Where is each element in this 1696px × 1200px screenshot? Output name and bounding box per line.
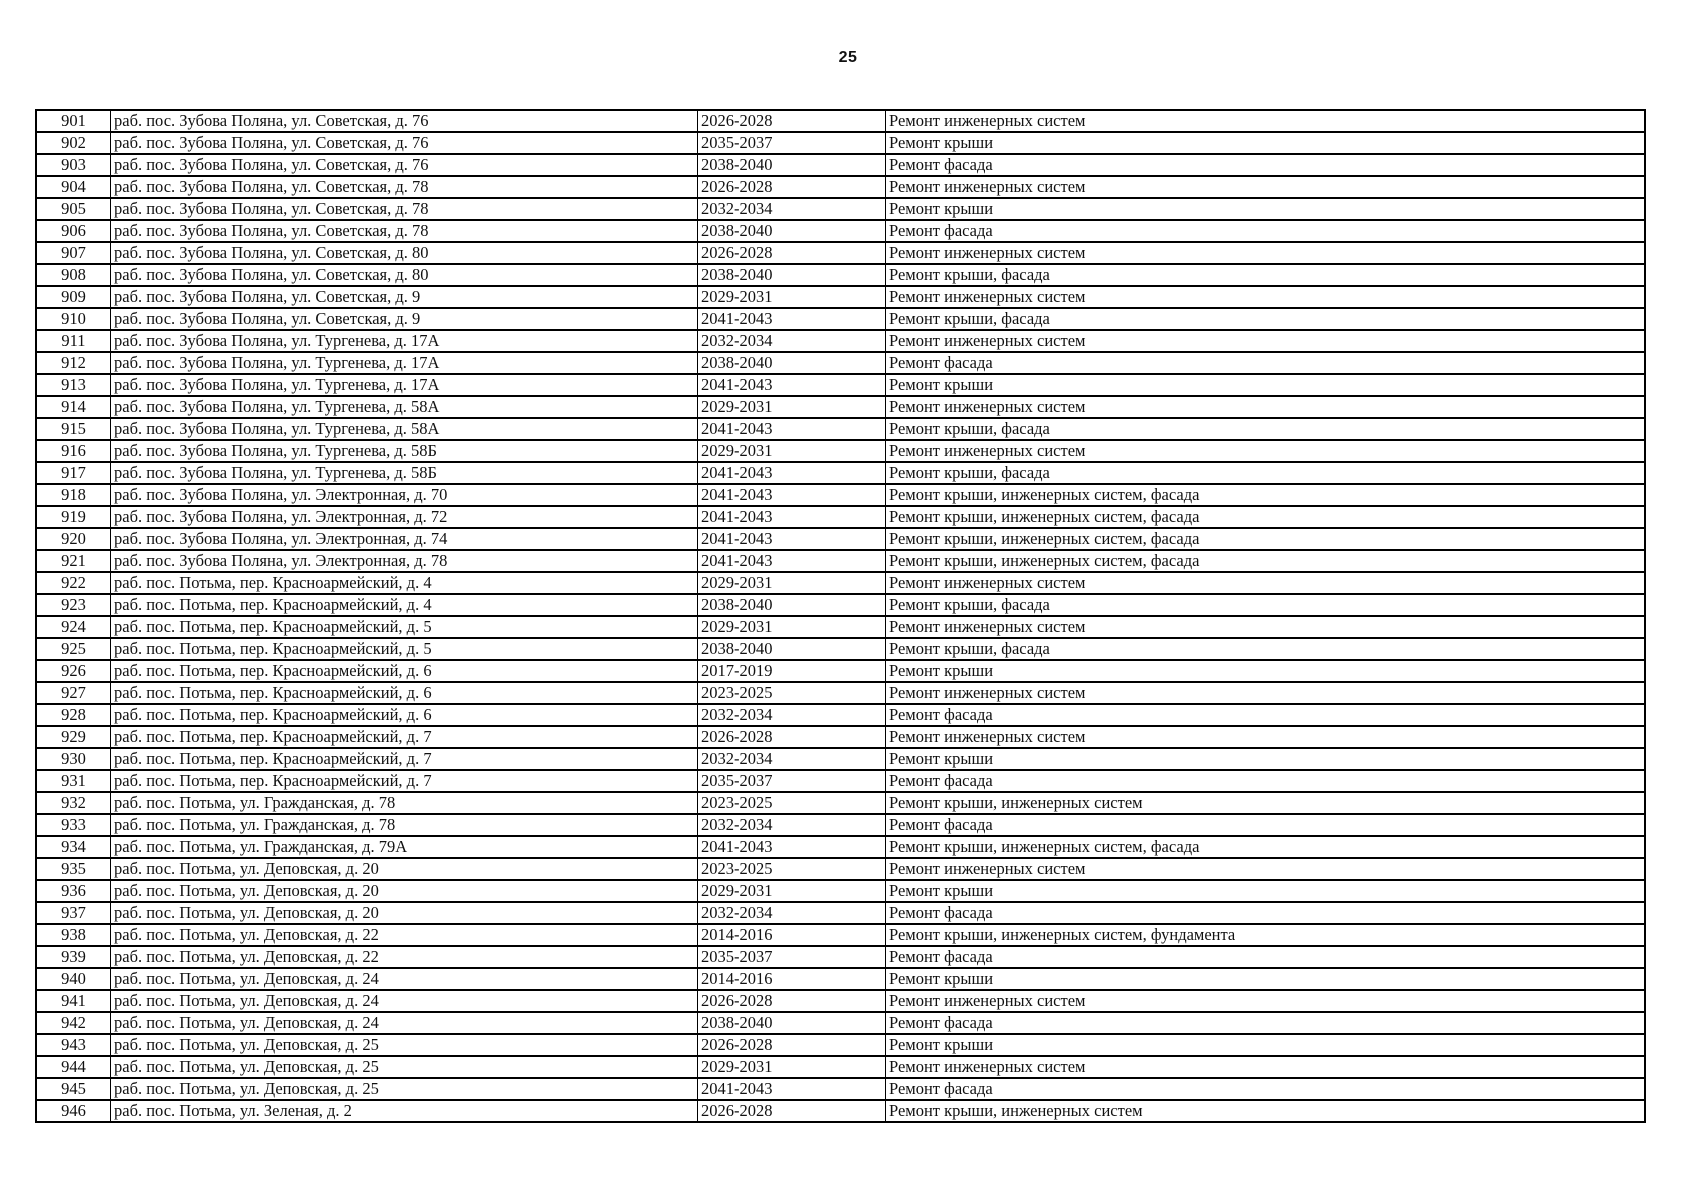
table-row: [36, 418, 1645, 440]
repair-schedule-table: [35, 109, 1646, 1123]
table-row: [36, 616, 1645, 638]
period-cell: 2041-2043: [698, 836, 886, 858]
table-row: [36, 792, 1645, 814]
work-type-cell: Ремонт инженерных систем: [886, 858, 1646, 880]
row-number-cell: 923: [36, 594, 111, 616]
table-row: [36, 1034, 1645, 1056]
row-number-cell: 943: [36, 1034, 111, 1056]
table-row: [36, 550, 1645, 572]
address-cell: раб. пос. Зубова Поляна, ул. Советская, д. 76: [111, 154, 698, 176]
period-cell: 2026-2028: [698, 176, 886, 198]
work-type-cell: Ремонт крыши, инженерных систем, фасада: [886, 836, 1646, 858]
period-cell: 2032-2034: [698, 198, 886, 220]
work-type-cell: Ремонт крыши, инженерных систем, фасада: [886, 550, 1646, 572]
row-number-cell: 938: [36, 924, 111, 946]
period-cell: 2035-2037: [698, 132, 886, 154]
table-row: [36, 1012, 1645, 1034]
period-cell: 2026-2028: [698, 990, 886, 1012]
table-row: [36, 594, 1645, 616]
period-cell: 2041-2043: [698, 484, 886, 506]
work-type-cell: Ремонт фасада: [886, 770, 1646, 792]
table-row: [36, 374, 1645, 396]
table-row: [36, 880, 1645, 902]
row-number-cell: 909: [36, 286, 111, 308]
table-row: [36, 1056, 1645, 1078]
work-type-cell: Ремонт фасада: [886, 352, 1646, 374]
work-type-cell: Ремонт крыши, инженерных систем: [886, 1100, 1646, 1122]
table-row: [36, 462, 1645, 484]
period-cell: 2041-2043: [698, 528, 886, 550]
work-type-cell: Ремонт крыши, фасада: [886, 418, 1646, 440]
row-number-cell: 914: [36, 396, 111, 418]
period-cell: 2026-2028: [698, 1034, 886, 1056]
row-number-cell: 944: [36, 1056, 111, 1078]
address-cell: раб. пос. Потьма, ул. Деповская, д. 25: [111, 1034, 698, 1056]
period-cell: 2023-2025: [698, 858, 886, 880]
period-cell: 2032-2034: [698, 330, 886, 352]
row-number-cell: 939: [36, 946, 111, 968]
table-row: [36, 726, 1645, 748]
work-type-cell: Ремонт фасада: [886, 154, 1646, 176]
address-cell: раб. пос. Потьма, пер. Красноармейский, д. 5: [111, 638, 698, 660]
table-row: [36, 770, 1645, 792]
period-cell: 2038-2040: [698, 154, 886, 176]
table-row: [36, 396, 1645, 418]
table-row: [36, 110, 1645, 132]
table-row: [36, 990, 1645, 1012]
row-number-cell: 942: [36, 1012, 111, 1034]
row-number-cell: 901: [36, 110, 111, 132]
period-cell: 2029-2031: [698, 440, 886, 462]
work-type-cell: Ремонт инженерных систем: [886, 242, 1646, 264]
table-row: [36, 308, 1645, 330]
table-row: [36, 814, 1645, 836]
table-row: [36, 506, 1645, 528]
row-number-cell: 934: [36, 836, 111, 858]
work-type-cell: Ремонт фасада: [886, 1012, 1646, 1034]
work-type-cell: Ремонт инженерных систем: [886, 330, 1646, 352]
work-type-cell: Ремонт фасада: [886, 1078, 1646, 1100]
work-type-cell: Ремонт крыши, фасада: [886, 264, 1646, 286]
table-row: [36, 440, 1645, 462]
table-row: [36, 902, 1645, 924]
table-row: [36, 836, 1645, 858]
row-number-cell: 908: [36, 264, 111, 286]
period-cell: 2026-2028: [698, 726, 886, 748]
work-type-cell: Ремонт крыши, фасада: [886, 308, 1646, 330]
work-type-cell: Ремонт крыши: [886, 660, 1646, 682]
period-cell: 2023-2025: [698, 792, 886, 814]
period-cell: 2035-2037: [698, 770, 886, 792]
address-cell: раб. пос. Зубова Поляна, ул. Тургенева, д. 17А: [111, 352, 698, 374]
table-row: [36, 858, 1645, 880]
work-type-cell: Ремонт фасада: [886, 946, 1646, 968]
address-cell: раб. пос. Потьма, пер. Красноармейский, д. 5: [111, 616, 698, 638]
table-row: [36, 572, 1645, 594]
row-number-cell: 915: [36, 418, 111, 440]
address-cell: раб. пос. Потьма, ул. Деповская, д. 24: [111, 1012, 698, 1034]
row-number-cell: 924: [36, 616, 111, 638]
table-row: [36, 198, 1645, 220]
period-cell: 2032-2034: [698, 748, 886, 770]
work-type-cell: Ремонт крыши, инженерных систем, фасада: [886, 506, 1646, 528]
table-row: [36, 220, 1645, 242]
table-row: [36, 946, 1645, 968]
table-row: [36, 132, 1645, 154]
row-number-cell: 922: [36, 572, 111, 594]
address-cell: раб. пос. Потьма, пер. Красноармейский, д. 7: [111, 748, 698, 770]
row-number-cell: 928: [36, 704, 111, 726]
row-number-cell: 941: [36, 990, 111, 1012]
address-cell: раб. пос. Зубова Поляна, ул. Тургенева, д. 58А: [111, 396, 698, 418]
address-cell: раб. пос. Потьма, ул. Деповская, д. 25: [111, 1078, 698, 1100]
work-type-cell: Ремонт инженерных систем: [886, 616, 1646, 638]
address-cell: раб. пос. Зубова Поляна, ул. Советская, д. 9: [111, 286, 698, 308]
row-number-cell: 930: [36, 748, 111, 770]
table-row: [36, 748, 1645, 770]
row-number-cell: 905: [36, 198, 111, 220]
table-row: [36, 352, 1645, 374]
work-type-cell: Ремонт крыши: [886, 198, 1646, 220]
row-number-cell: 921: [36, 550, 111, 572]
address-cell: раб. пос. Потьма, пер. Красноармейский, д. 6: [111, 704, 698, 726]
address-cell: раб. пос. Зубова Поляна, ул. Советская, д. 76: [111, 132, 698, 154]
row-number-cell: 927: [36, 682, 111, 704]
work-type-cell: Ремонт фасада: [886, 902, 1646, 924]
period-cell: 2014-2016: [698, 924, 886, 946]
address-cell: раб. пос. Зубова Поляна, ул. Советская, д. 76: [111, 110, 698, 132]
work-type-cell: Ремонт фасада: [886, 704, 1646, 726]
work-type-cell: Ремонт крыши, фасада: [886, 638, 1646, 660]
row-number-cell: 910: [36, 308, 111, 330]
period-cell: 2038-2040: [698, 264, 886, 286]
period-cell: 2029-2031: [698, 616, 886, 638]
period-cell: 2026-2028: [698, 242, 886, 264]
row-number-cell: 946: [36, 1100, 111, 1122]
row-number-cell: 933: [36, 814, 111, 836]
row-number-cell: 918: [36, 484, 111, 506]
work-type-cell: Ремонт крыши, фасада: [886, 594, 1646, 616]
period-cell: 2023-2025: [698, 682, 886, 704]
address-cell: раб. пос. Зубова Поляна, ул. Электронная, д. 72: [111, 506, 698, 528]
period-cell: 2032-2034: [698, 704, 886, 726]
work-type-cell: Ремонт инженерных систем: [886, 176, 1646, 198]
table-row: [36, 154, 1645, 176]
period-cell: 2041-2043: [698, 550, 886, 572]
page-number: 25: [838, 49, 858, 66]
work-type-cell: Ремонт крыши, инженерных систем, фасада: [886, 484, 1646, 506]
period-cell: 2041-2043: [698, 1078, 886, 1100]
row-number-cell: 906: [36, 220, 111, 242]
table-body: [36, 110, 1645, 1122]
period-cell: 2029-2031: [698, 572, 886, 594]
address-cell: раб. пос. Зубова Поляна, ул. Советская, д. 78: [111, 198, 698, 220]
row-number-cell: 912: [36, 352, 111, 374]
row-number-cell: 903: [36, 154, 111, 176]
work-type-cell: Ремонт инженерных систем: [886, 1056, 1646, 1078]
table-row: [36, 638, 1645, 660]
address-cell: раб. пос. Потьма, пер. Красноармейский, д. 4: [111, 594, 698, 616]
table-row: [36, 286, 1645, 308]
work-type-cell: Ремонт крыши: [886, 748, 1646, 770]
period-cell: 2041-2043: [698, 418, 886, 440]
address-cell: раб. пос. Потьма, пер. Красноармейский, д. 4: [111, 572, 698, 594]
period-cell: 2014-2016: [698, 968, 886, 990]
period-cell: 2041-2043: [698, 374, 886, 396]
table-row: [36, 924, 1645, 946]
period-cell: 2038-2040: [698, 220, 886, 242]
work-type-cell: Ремонт инженерных систем: [886, 990, 1646, 1012]
work-type-cell: Ремонт крыши: [886, 1034, 1646, 1056]
address-cell: раб. пос. Потьма, пер. Красноармейский, д. 6: [111, 682, 698, 704]
row-number-cell: 929: [36, 726, 111, 748]
work-type-cell: Ремонт инженерных систем: [886, 726, 1646, 748]
row-number-cell: 911: [36, 330, 111, 352]
work-type-cell: Ремонт крыши, инженерных систем, фундамента: [886, 924, 1646, 946]
period-cell: 2026-2028: [698, 110, 886, 132]
row-number-cell: 925: [36, 638, 111, 660]
period-cell: 2029-2031: [698, 880, 886, 902]
table-row: [36, 176, 1645, 198]
period-cell: 2026-2028: [698, 1100, 886, 1122]
address-cell: раб. пос. Зубова Поляна, ул. Советская, д. 78: [111, 220, 698, 242]
period-cell: 2038-2040: [698, 594, 886, 616]
table-row: [36, 242, 1645, 264]
address-cell: раб. пос. Потьма, ул. Гражданская, д. 79А: [111, 836, 698, 858]
row-number-cell: 945: [36, 1078, 111, 1100]
address-cell: раб. пос. Зубова Поляна, ул. Советская, д. 80: [111, 242, 698, 264]
row-number-cell: 920: [36, 528, 111, 550]
row-number-cell: 916: [36, 440, 111, 462]
row-number-cell: 936: [36, 880, 111, 902]
table-row: [36, 968, 1645, 990]
table-row: [36, 660, 1645, 682]
address-cell: раб. пос. Потьма, ул. Деповская, д. 20: [111, 902, 698, 924]
row-number-cell: 919: [36, 506, 111, 528]
address-cell: раб. пос. Зубова Поляна, ул. Электронная, д. 78: [111, 550, 698, 572]
row-number-cell: 904: [36, 176, 111, 198]
work-type-cell: Ремонт инженерных систем: [886, 286, 1646, 308]
table-row: [36, 264, 1645, 286]
address-cell: раб. пос. Потьма, ул. Деповская, д. 24: [111, 968, 698, 990]
address-cell: раб. пос. Потьма, ул. Деповская, д. 22: [111, 946, 698, 968]
work-type-cell: Ремонт крыши: [886, 374, 1646, 396]
period-cell: 2032-2034: [698, 814, 886, 836]
table-row: [36, 1100, 1645, 1122]
work-type-cell: Ремонт крыши, фасада: [886, 462, 1646, 484]
table-row: [36, 528, 1645, 550]
address-cell: раб. пос. Зубова Поляна, ул. Электронная, д. 74: [111, 528, 698, 550]
row-number-cell: 902: [36, 132, 111, 154]
work-type-cell: Ремонт инженерных систем: [886, 110, 1646, 132]
address-cell: раб. пос. Потьма, ул. Деповская, д. 20: [111, 858, 698, 880]
address-cell: раб. пос. Зубова Поляна, ул. Тургенева, д. 17А: [111, 330, 698, 352]
row-number-cell: 940: [36, 968, 111, 990]
address-cell: раб. пос. Зубова Поляна, ул. Советская, д. 80: [111, 264, 698, 286]
address-cell: раб. пос. Зубова Поляна, ул. Тургенева, д. 17А: [111, 374, 698, 396]
work-type-cell: Ремонт инженерных систем: [886, 572, 1646, 594]
address-cell: раб. пос. Потьма, ул. Деповская, д. 25: [111, 1056, 698, 1078]
work-type-cell: Ремонт фасада: [886, 220, 1646, 242]
period-cell: 2041-2043: [698, 506, 886, 528]
work-type-cell: Ремонт крыши: [886, 132, 1646, 154]
period-cell: 2029-2031: [698, 396, 886, 418]
table-row: [36, 1078, 1645, 1100]
address-cell: раб. пос. Потьма, ул. Деповская, д. 24: [111, 990, 698, 1012]
address-cell: раб. пос. Потьма, пер. Красноармейский, д. 6: [111, 660, 698, 682]
period-cell: 2038-2040: [698, 352, 886, 374]
row-number-cell: 932: [36, 792, 111, 814]
period-cell: 2041-2043: [698, 308, 886, 330]
work-type-cell: Ремонт крыши, инженерных систем, фасада: [886, 528, 1646, 550]
row-number-cell: 907: [36, 242, 111, 264]
address-cell: раб. пос. Зубова Поляна, ул. Тургенева, д. 58А: [111, 418, 698, 440]
period-cell: 2029-2031: [698, 286, 886, 308]
address-cell: раб. пос. Потьма, ул. Гражданская, д. 78: [111, 814, 698, 836]
work-type-cell: Ремонт фасада: [886, 814, 1646, 836]
period-cell: 2032-2034: [698, 902, 886, 924]
address-cell: раб. пос. Зубова Поляна, ул. Тургенева, д. 58Б: [111, 440, 698, 462]
work-type-cell: Ремонт инженерных систем: [886, 682, 1646, 704]
table-row: [36, 484, 1645, 506]
row-number-cell: 935: [36, 858, 111, 880]
period-cell: 2038-2040: [698, 1012, 886, 1034]
address-cell: раб. пос. Зубова Поляна, ул. Советская, д. 9: [111, 308, 698, 330]
period-cell: 2038-2040: [698, 638, 886, 660]
address-cell: раб. пос. Зубова Поляна, ул. Тургенева, д. 58Б: [111, 462, 698, 484]
work-type-cell: Ремонт инженерных систем: [886, 440, 1646, 462]
table-row: [36, 704, 1645, 726]
work-type-cell: Ремонт инженерных систем: [886, 396, 1646, 418]
row-number-cell: 926: [36, 660, 111, 682]
row-number-cell: 931: [36, 770, 111, 792]
table-row: [36, 330, 1645, 352]
work-type-cell: Ремонт крыши: [886, 968, 1646, 990]
address-cell: раб. пос. Зубова Поляна, ул. Советская, д. 78: [111, 176, 698, 198]
work-type-cell: Ремонт крыши, инженерных систем: [886, 792, 1646, 814]
period-cell: 2035-2037: [698, 946, 886, 968]
period-cell: 2041-2043: [698, 462, 886, 484]
period-cell: 2017-2019: [698, 660, 886, 682]
row-number-cell: 937: [36, 902, 111, 924]
address-cell: раб. пос. Потьма, ул. Гражданская, д. 78: [111, 792, 698, 814]
work-type-cell: Ремонт крыши: [886, 880, 1646, 902]
address-cell: раб. пос. Потьма, ул. Деповская, д. 20: [111, 880, 698, 902]
row-number-cell: 913: [36, 374, 111, 396]
address-cell: раб. пос. Потьма, ул. Зеленая, д. 2: [111, 1100, 698, 1122]
row-number-cell: 917: [36, 462, 111, 484]
address-cell: раб. пос. Потьма, ул. Деповская, д. 22: [111, 924, 698, 946]
address-cell: раб. пос. Потьма, пер. Красноармейский, д. 7: [111, 770, 698, 792]
address-cell: раб. пос. Зубова Поляна, ул. Электронная, д. 70: [111, 484, 698, 506]
period-cell: 2029-2031: [698, 1056, 886, 1078]
address-cell: раб. пос. Потьма, пер. Красноармейский, д. 7: [111, 726, 698, 748]
table-row: [36, 682, 1645, 704]
